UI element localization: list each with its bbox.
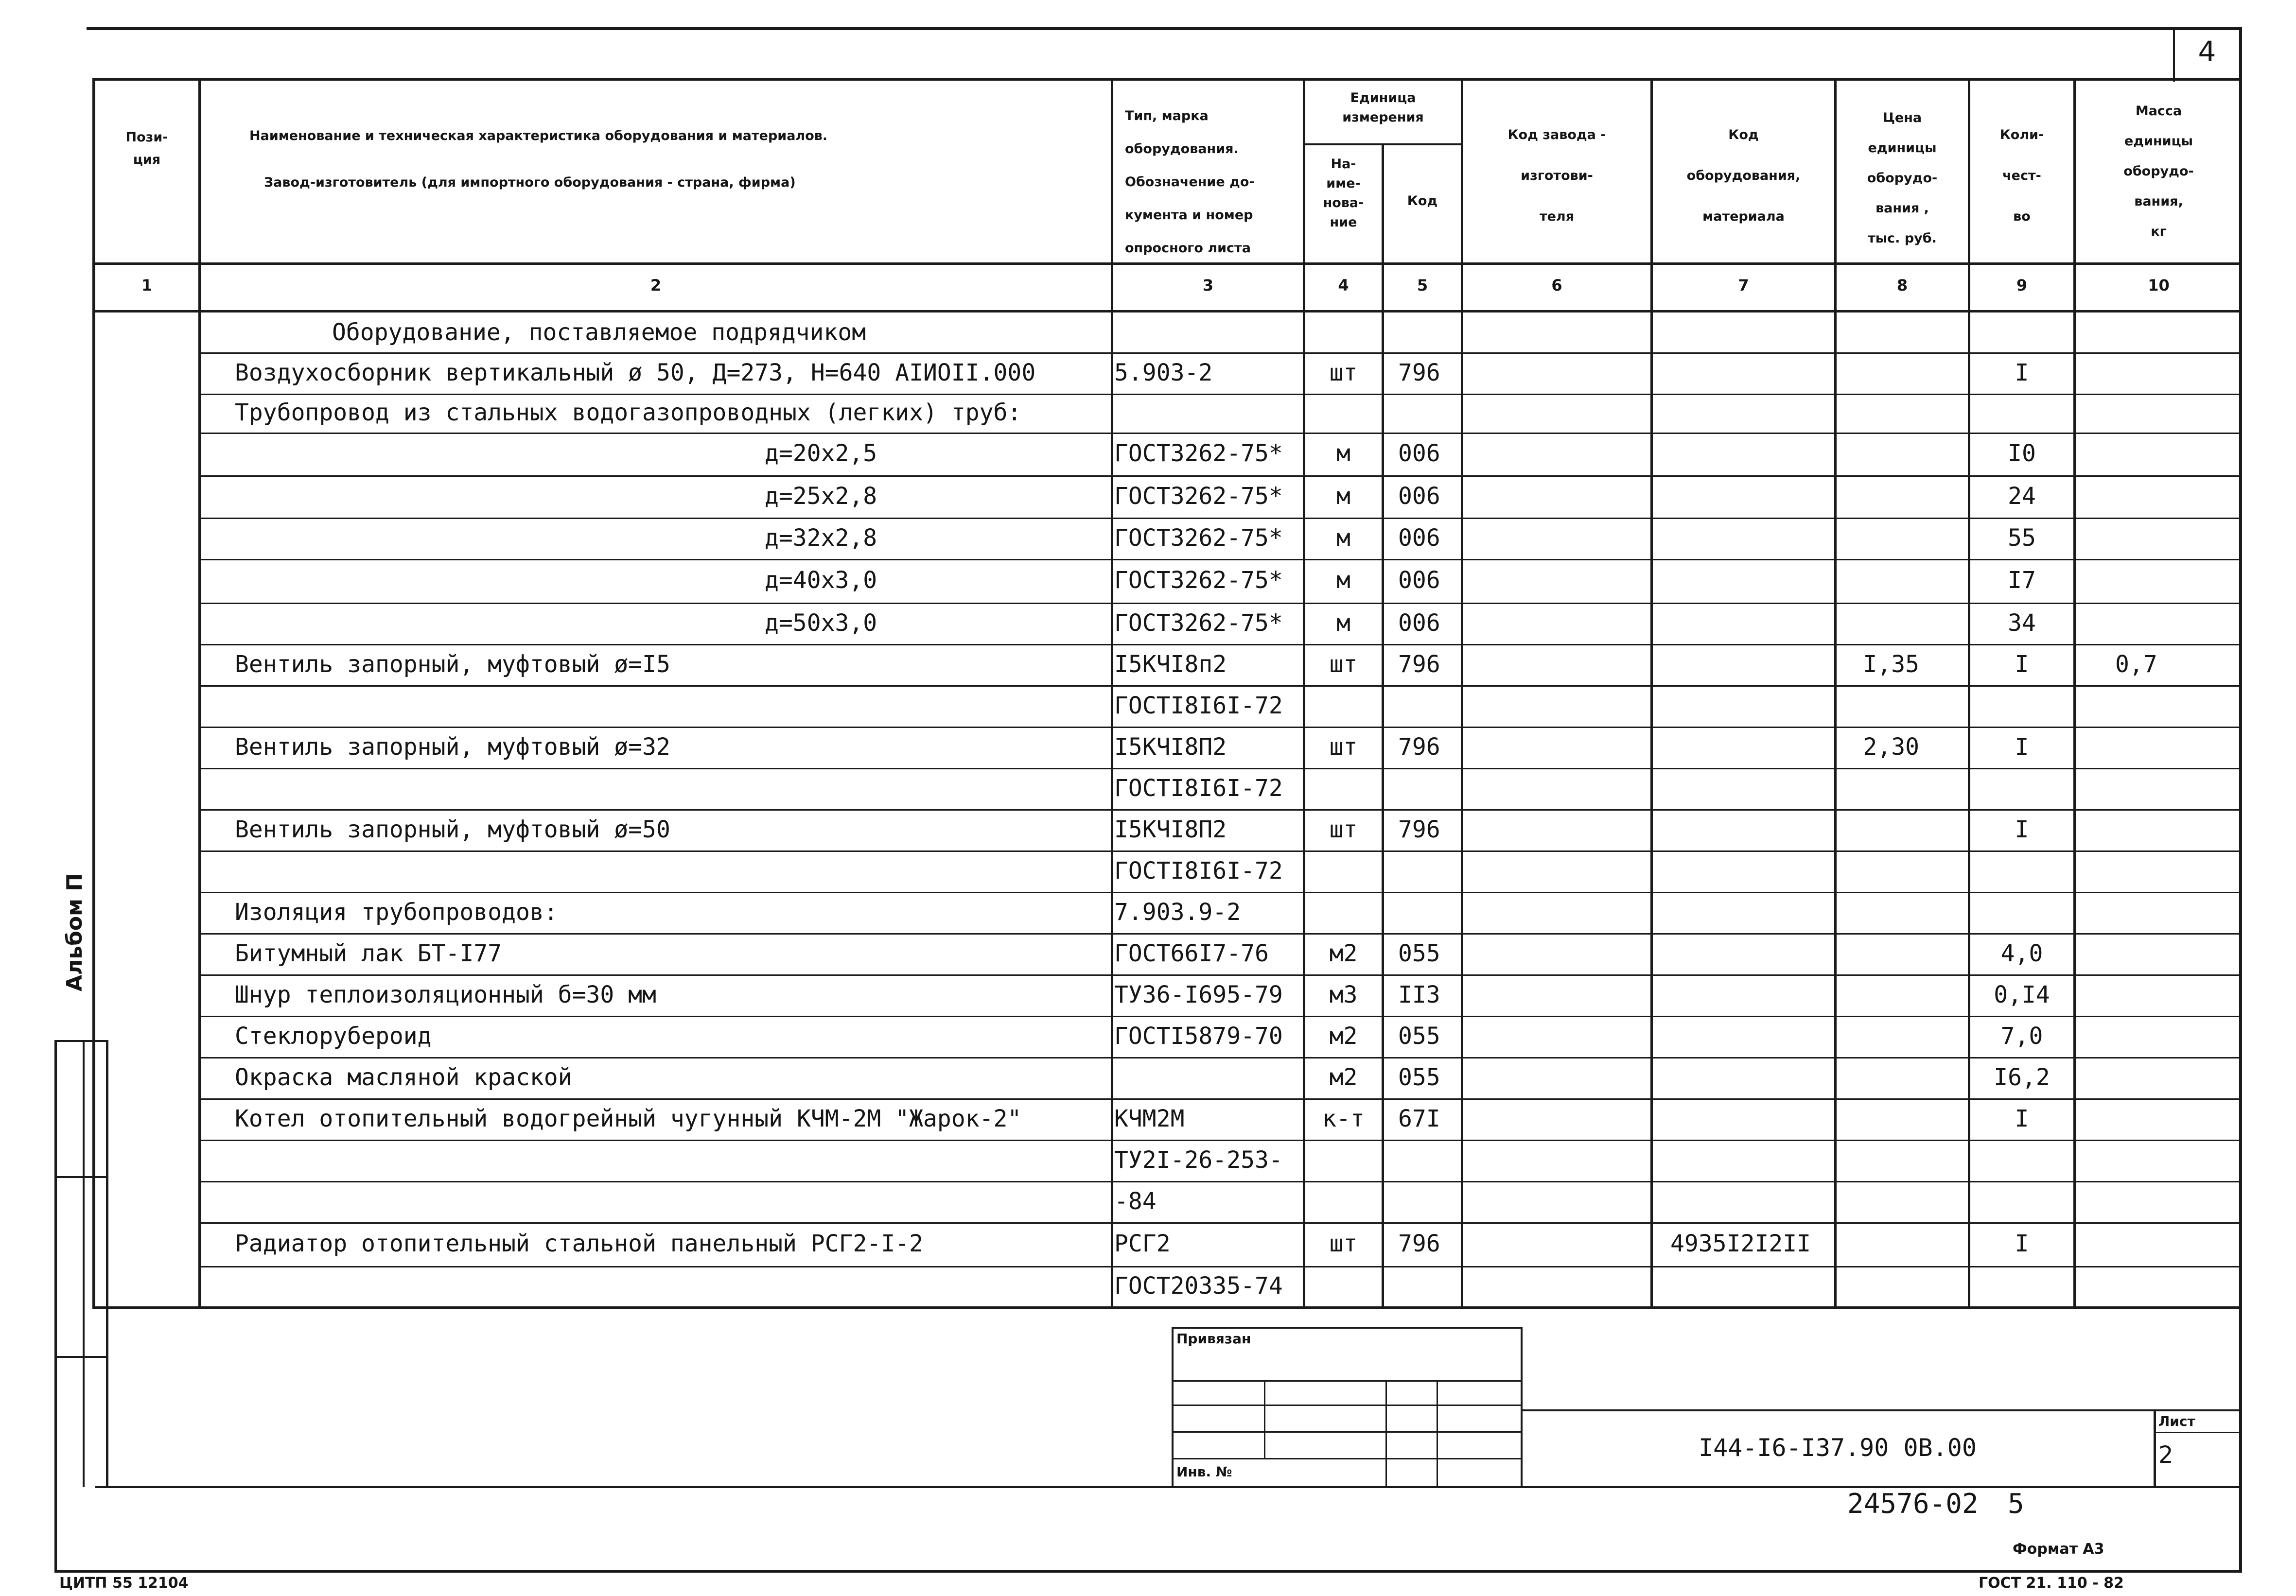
row-separator (201, 768, 2241, 769)
left-binding-border (54, 1040, 57, 1573)
header-name-line1: Наименование и техническая характеристика оборудования и материалов. (249, 128, 828, 143)
row-type: ГОСТI8I6I-72 (1114, 692, 1283, 719)
stamp-box-top (1172, 1327, 1522, 1329)
stamp-row-4 (1172, 1458, 1522, 1459)
inventory-number-label: Инв. № (1176, 1464, 1232, 1480)
row-qty: 55 (2008, 524, 2036, 552)
stamp-row-3 (1172, 1431, 1522, 1433)
stamp-col-3 (1437, 1380, 1438, 1487)
row-separator (201, 433, 2241, 434)
row-separator (201, 974, 2241, 976)
row-qty: I7 (2008, 567, 2036, 594)
row-type: ГОСТI5879-70 (1114, 1022, 1283, 1050)
row-separator (201, 1266, 2241, 1267)
row-type: ТУ36-I695-79 (1114, 981, 1283, 1008)
row-unit: м (1336, 567, 1350, 594)
table-left (92, 78, 95, 1307)
row-type: ГОСТI8I6I-72 (1114, 857, 1283, 885)
row-qty: 0,I4 (1994, 981, 2050, 1008)
sheet-box-left (2154, 1409, 2156, 1487)
row-name: Стеклорубероид (235, 1022, 432, 1050)
stamp-box-right (1521, 1327, 1523, 1487)
archive-number: 24576-02 (1847, 1488, 1979, 1520)
row-separator (201, 685, 2241, 687)
sheet-label: Лист (2158, 1413, 2195, 1429)
row-name: д=20х2,5 (765, 440, 877, 467)
row-unit: м2 (1329, 1063, 1358, 1091)
row-type: ГОСТ3262-75* (1114, 609, 1283, 637)
row-type: ГОСТ3262-75* (1114, 524, 1283, 552)
row-unit: шт (1329, 815, 1358, 843)
header-unit-code: Код (1407, 193, 1438, 208)
binding-box-divider-1 (54, 1176, 107, 1178)
row-qty: 34 (2008, 609, 2036, 637)
row-type: РСГ2 (1114, 1230, 1171, 1257)
sheet-corner-number: 4 (2198, 35, 2216, 68)
row-type: ГОСТ3262-75* (1114, 440, 1283, 467)
row-name: д=25х2,8 (765, 482, 877, 510)
format-label: Формат А3 (2013, 1541, 2104, 1558)
row-separator (201, 892, 2241, 893)
row-qty: I (2015, 733, 2029, 761)
stamp-col-1 (1264, 1380, 1265, 1458)
row-unit: м (1336, 440, 1350, 467)
col-sep-4 (1382, 143, 1384, 1307)
binding-box-divider-2 (54, 1356, 107, 1358)
row-name: д=40х3,0 (765, 567, 877, 594)
row-separator (201, 644, 2241, 645)
row-price: 2,30 (1863, 733, 1919, 761)
archive-sheet: 5 (2008, 1488, 2024, 1520)
row-code: 006 (1398, 567, 1440, 594)
sheet-number: 2 (2158, 1441, 2173, 1469)
row-code: 796 (1398, 1230, 1440, 1257)
row-code: 006 (1398, 524, 1440, 552)
binding-box-top (54, 1040, 107, 1042)
row-name: д=32х2,8 (765, 524, 877, 552)
row-separator (201, 933, 2241, 935)
row-name: Трубопровод из стальных водогазопроводных (легких) труб: (235, 399, 1022, 426)
binding-box-right (106, 1040, 108, 1487)
row-type: ГОСТ20335-74 (1114, 1272, 1283, 1300)
title-top (1522, 1409, 2241, 1411)
row-unit: м (1336, 524, 1350, 552)
row-separator (201, 1222, 2241, 1224)
row-unit: м3 (1329, 981, 1358, 1008)
row-code: 006 (1398, 440, 1440, 467)
row-separator (201, 1057, 2241, 1058)
row-type: -84 (1114, 1187, 1157, 1215)
row-qty: 7,0 (2000, 1022, 2043, 1050)
col-number-4: 4 (1338, 276, 1349, 295)
row-type: 5.903-2 (1114, 359, 1213, 386)
stamp-box-left (1172, 1327, 1174, 1487)
row-code: 796 (1398, 359, 1440, 386)
row-code: 796 (1398, 815, 1440, 843)
row-separator (201, 850, 2241, 852)
row-code: 055 (1398, 1063, 1440, 1091)
gost-label: ГОСТ 21. 110 - 82 (1979, 1575, 2124, 1592)
row-code: 796 (1398, 733, 1440, 761)
row-type: 7.903.9-2 (1114, 898, 1241, 926)
sheet-box-divider (2154, 1432, 2241, 1433)
privyazan-label: Привязан (1176, 1331, 1251, 1347)
row-name: д=50х3,0 (765, 609, 877, 637)
stamp-col-2 (1385, 1380, 1387, 1487)
top-border (87, 27, 2240, 30)
row-type: ТУ2I-26-253- (1114, 1146, 1283, 1174)
binding-box-inner-left (83, 1040, 85, 1487)
corner-box-left (2173, 27, 2175, 82)
row-separator (201, 1306, 2241, 1308)
row-price: I,35 (1863, 650, 1919, 678)
header-qty: Коли- чест- во (1999, 127, 2044, 224)
row-unit: шт (1329, 733, 1358, 761)
row-code: 055 (1398, 939, 1440, 967)
header-equip-code: Код оборудования, материала (1686, 127, 1801, 224)
row-separator (201, 1016, 2241, 1017)
row-name: Окраска масляной краской (235, 1063, 572, 1091)
row-separator (201, 352, 2241, 354)
col-number-7: 7 (1738, 276, 1749, 295)
col-number-3: 3 (1202, 276, 1214, 295)
row-equip-code: 4935I2I2II (1670, 1230, 1811, 1257)
row-name: Изоляция трубопроводов: (235, 898, 558, 926)
row-unit: м2 (1329, 939, 1358, 967)
row-qty: I (2015, 1230, 2029, 1257)
row-qty: I (2015, 815, 2029, 843)
row-separator (201, 727, 2241, 728)
row-mass: 0,7 (2115, 650, 2157, 678)
col-sep-9 (2073, 78, 2076, 1307)
row-type: I5КЧI8П2 (1114, 815, 1227, 843)
header-price: Цена единицы оборудо- вания , тыс. руб. (1867, 110, 1938, 246)
row-code: II3 (1398, 981, 1440, 1008)
row-qty: I6,2 (1994, 1063, 2050, 1091)
header-mass: Масса единицы оборудо- вания, кг (2123, 104, 2194, 239)
header-position: Пози- ция (125, 130, 168, 167)
row-separator (201, 603, 2241, 604)
album-label: Альбом П (62, 873, 87, 991)
table-top (92, 78, 2241, 81)
row-unit: шт (1329, 1230, 1358, 1257)
row-separator (201, 809, 2241, 811)
row-type: ГОСТ66I7-76 (1114, 939, 1269, 967)
unit-group-divider (1303, 143, 1462, 145)
row-name: Вентиль запорный, муфтовый ø=32 (235, 733, 670, 761)
col-number-9: 9 (2016, 276, 2028, 295)
row-qty: I0 (2008, 440, 2036, 467)
row-separator (201, 1181, 2241, 1182)
row-type: I5КЧI8П2 (1114, 733, 1227, 761)
row-qty: I (2015, 1105, 2029, 1132)
row-qty: I (2015, 359, 2029, 386)
row-type: ГОСТ3262-75* (1114, 482, 1283, 510)
header-name-line2: Завод-изготовитель (для импортного оборудования - страна, фирма) (264, 175, 796, 190)
row-qty: 4,0 (2000, 939, 2043, 967)
stamp-row-2 (1172, 1405, 1522, 1406)
col-sep-5 (1461, 78, 1463, 1307)
organization-label: ЦИТП 55 12104 (59, 1575, 189, 1592)
document-code: I44-I6-I37.90 0В.00 (1699, 1434, 1977, 1462)
row-code: 006 (1398, 609, 1440, 637)
row-name: Котел отопительный водогрейный чугунный КЧМ-2М "Жарок-2" (235, 1105, 1022, 1132)
row-unit: шт (1329, 359, 1358, 386)
row-code: 055 (1398, 1022, 1440, 1050)
col-number-8: 8 (1896, 276, 1908, 295)
col-number-1: 1 (141, 276, 153, 295)
row-separator (201, 394, 2241, 395)
col-number-10: 10 (2148, 276, 2170, 295)
row-type: ГОСТ3262-75* (1114, 567, 1283, 594)
row-type: ГОСТI8I6I-72 (1114, 774, 1283, 802)
row-separator (201, 559, 2241, 560)
col-number-2: 2 (650, 276, 662, 295)
row-code: 006 (1398, 482, 1440, 510)
row-type: I5КЧI8п2 (1114, 650, 1227, 678)
col-number-6: 6 (1551, 276, 1562, 295)
header-maker-code: Код завода - изготови- теля (1507, 127, 1606, 224)
header-unit-name: На- име- нова- ние (1323, 156, 1364, 230)
row-unit: м (1336, 482, 1350, 510)
row-separator (201, 1140, 2241, 1141)
row-type: КЧМ2М (1114, 1105, 1185, 1132)
row-unit: шт (1329, 650, 1358, 678)
col-sep-7 (1834, 78, 1837, 1307)
row-separator (201, 518, 2241, 519)
row-name: Оборудование, поставляемое подрядчиком (332, 319, 866, 346)
row-name: Радиатор отопительный стальной панельный РСГ2-I-2 (235, 1230, 924, 1257)
row-unit: м2 (1329, 1022, 1358, 1050)
row-name: Шнур теплоизоляционный б=30 мм (235, 981, 656, 1008)
row-name: Воздухосборник вертикальный ø 50, Д=273, Н=640 АIИОII.000 (235, 359, 1036, 386)
header-type: Тип, марка оборудования. Обозначение до- кумента и номер опросного листа (1125, 108, 1255, 256)
header-unit-group: Единица измерения (1342, 90, 1424, 125)
row-code: 796 (1398, 650, 1440, 678)
right-border (2239, 27, 2242, 1573)
col-sep-6 (1650, 78, 1653, 1307)
row-name: Вентиль запорный, муфтовый ø=I5 (235, 650, 670, 678)
col-sep-1 (198, 78, 201, 1307)
col-number-5: 5 (1417, 276, 1428, 295)
row-unit: к-т (1322, 1105, 1365, 1132)
stamp-row-1 (1172, 1380, 1522, 1382)
row-separator (201, 475, 2241, 477)
bottom-border (54, 1570, 2242, 1573)
row-qty: I (2015, 650, 2029, 678)
row-name: Битумный лак БТ-I77 (235, 939, 502, 967)
row-name: Вентиль запорный, муфтовый ø=50 (235, 815, 670, 843)
row-unit: м (1336, 609, 1350, 637)
row-qty: 24 (2008, 482, 2036, 510)
row-code: 67I (1398, 1105, 1440, 1132)
numbers-bottom (92, 310, 2241, 312)
row-separator (201, 1098, 2241, 1100)
